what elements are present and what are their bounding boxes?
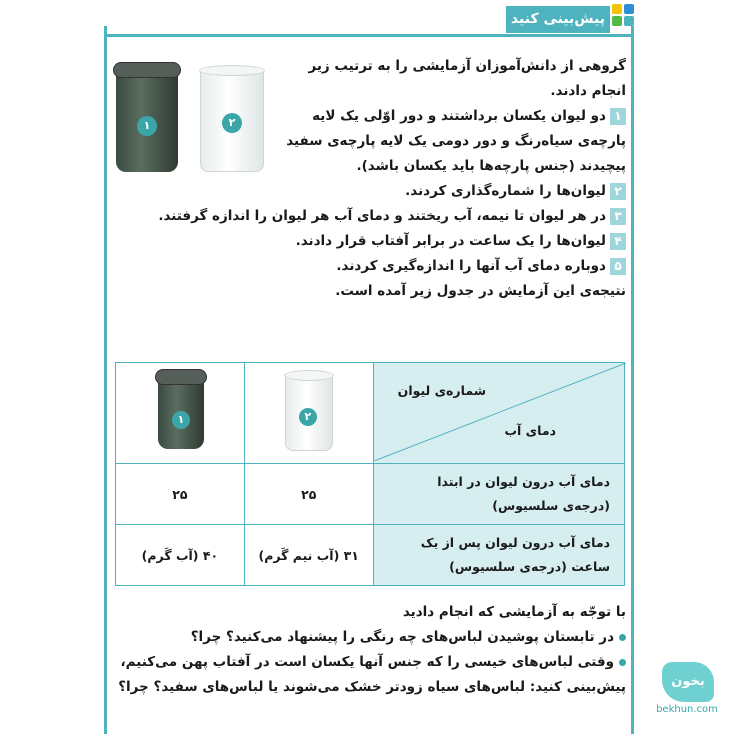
dark-cup-cell xyxy=(116,363,245,464)
dark-cup-image xyxy=(158,375,204,449)
color-squares-icon xyxy=(612,4,634,28)
cell-dark-initial: ۲۵ xyxy=(116,464,245,525)
step-text: دو لیوان یکسان برداشتند و دور اوّلی یک لایه پارچه‌ی سیاه‌رنگ و دور دومی یک لایه پارچه‌ی سفید پیچیدند (جنس پارچه‌ها باید یکسان باشد). xyxy=(286,108,626,174)
step-text: در هر لیوان تا نیمه، آب ریختند و دمای آب هر لیوان را اندازه گرفتند. xyxy=(158,208,606,224)
question-1 xyxy=(114,625,626,650)
step-number: ۱ xyxy=(610,108,626,125)
cell-white-initial: ۲۵ xyxy=(244,464,373,525)
logo-site: bekhun.com xyxy=(656,704,718,715)
cell-dark-after: ۴۰ (آب گَرم) xyxy=(116,525,245,586)
step-number: ۵ xyxy=(610,258,626,275)
cell-white-after: ۳۱ (آب نیم گَرم) xyxy=(244,525,373,586)
step-number: ۴ xyxy=(610,233,626,250)
step-text: لیوان‌ها را شماره‌گذاری کردند. xyxy=(405,183,606,199)
row-header-after-hour-temp: دمای آب درون لیوان پس از یک ساعت (درجه‌ی سلسیوس) xyxy=(373,525,624,586)
cup-number-badge: ۱ xyxy=(172,411,190,429)
step-4 xyxy=(114,229,626,254)
experiment-description xyxy=(114,54,626,304)
logo-mark: بخون xyxy=(662,662,714,702)
bekhun-logo xyxy=(650,662,724,718)
step-text: لیوان‌ها را یک ساعت در برابر آفتاب قرار دادند. xyxy=(295,233,606,249)
question-text: در تابستان پوشیدن لباس‌های چه رنگی را پیشنهاد می‌کنید؟ چرا؟ xyxy=(190,629,614,645)
question-text: وقتی لباس‌های خیسی را که جنس آنها یکسان است در آفتاب پهن می‌کنیم، پیش‌بینی کنید: لباس‌های سیاه زودتر خشک می‌شوند یا لباس‌های سفید؟ چرا؟ xyxy=(118,654,626,695)
step-3 xyxy=(114,204,626,229)
bullet-icon xyxy=(619,634,626,641)
section-title: پیش‌بینی کنید xyxy=(506,6,610,33)
cup-number-badge: ۲ xyxy=(222,113,242,133)
intro-lead: گروهی از دانش‌آموزان آزمایشی را به ترتیب زیر انجام دادند. xyxy=(308,58,626,99)
white-cup-image xyxy=(285,373,333,451)
white-cup-cell xyxy=(244,363,373,464)
cup-number-badge: ۲ xyxy=(299,408,317,426)
step-2 xyxy=(114,179,626,204)
step-5 xyxy=(114,254,626,279)
question-2 xyxy=(114,650,626,700)
result-note: نتیجه‌ی این آزمایش در جدول زیر آمده است. xyxy=(335,283,626,299)
step-number: ۳ xyxy=(610,208,626,225)
cup-number-badge: ۱ xyxy=(137,116,157,136)
table-corner-cell xyxy=(373,363,624,464)
corner-header-water-temp: دمای آب xyxy=(504,423,556,438)
results-table xyxy=(115,362,625,586)
step-number: ۲ xyxy=(610,183,626,200)
questions-section xyxy=(114,600,626,700)
diagonal-line xyxy=(374,363,626,461)
row-header-initial-temp: دمای آب درون لیوان در ابتدا (درجه‌ی سلسیوس) xyxy=(373,464,624,525)
header-rule xyxy=(104,34,634,37)
questions-lead: با توجّه به آزمایشی که انجام دادید xyxy=(402,604,626,620)
bullet-icon xyxy=(619,659,626,666)
step-text: دوباره دمای آب آنها را اندازه‌گیری کردند. xyxy=(336,258,606,274)
corner-header-cup-number: شماره‌ی لیوان xyxy=(397,383,486,398)
step-1 xyxy=(286,104,626,179)
